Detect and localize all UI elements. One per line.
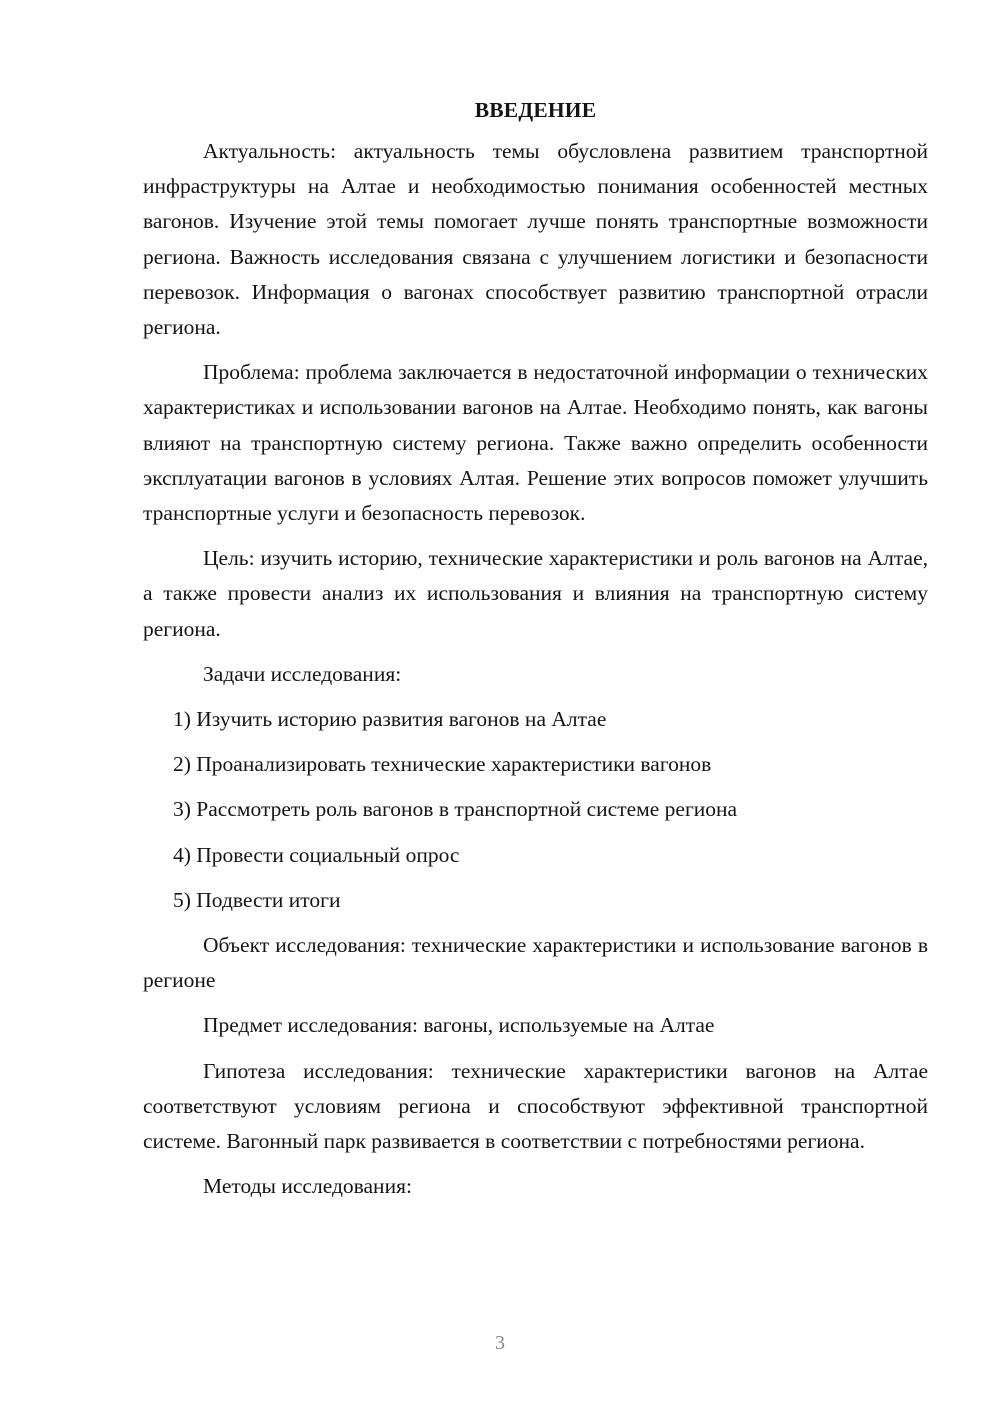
- page-number: 3: [495, 1332, 505, 1354]
- task-item: 3) Рассмотреть роль вагонов в транспортной системе региона: [173, 797, 738, 822]
- relevance-paragraph: Актуальность: актуальность темы обусловлена развитием транспортной инфраструктуры на Алтае и необходимостью понимания особенностей местных вагонов. Изучение этой темы помогает лучше понять транспортные возможности региона. Важность исследования связана с улучшением логистики и безопасности перевозок. Информация о вагонах способствует развитию транспортной отрасли региона.: [143, 139, 928, 340]
- task-item: 4) Провести социальный опрос: [173, 842, 460, 867]
- tasks-heading: Задачи исследования:: [203, 661, 402, 686]
- problem-paragraph: Проблема: проблема заключается в недостаточной информации о технических характеристиках и использовании вагонов на Алтае. Необходимо понять, как вагоны влияют на транспортную систему региона. Также важно определить особенности эксплуатации вагонов в условиях Алтая. Решение этих вопросов поможет улучшить транспортные услуги и безопасность перевозок.: [143, 360, 928, 526]
- methods-heading: Методы исследования:: [203, 1174, 412, 1199]
- task-item: 1) Изучить историю развития вагонов на Алтае: [173, 707, 607, 732]
- tasks-list: [143, 702, 928, 918]
- page-title: ВВЕДЕНИЕ: [474, 98, 597, 122]
- task-item: 5) Подвести итоги: [173, 887, 341, 912]
- task-item: 2) Проанализировать технические характеристики вагонов: [173, 752, 712, 777]
- hypothesis-paragraph: Гипотеза исследования: технические характеристики вагонов на Алтае соответствуют условиям региона и способствуют эффективной транспортной системе. Вагонный парк развивается в соответствии с потребностями региона.: [143, 1058, 928, 1154]
- object-paragraph: Объект исследования: технические характеристики и использование вагонов в регионе: [143, 933, 928, 993]
- document-page: [143, 95, 928, 1214]
- subject-paragraph: Предмет исследования: вагоны, используемые на Алтае: [203, 1013, 715, 1038]
- goal-paragraph: Цель: изучить историю, технические характеристики и роль вагонов на Алтае, а также провести анализ их использования и влияния на транспортную систему региона.: [143, 546, 928, 641]
